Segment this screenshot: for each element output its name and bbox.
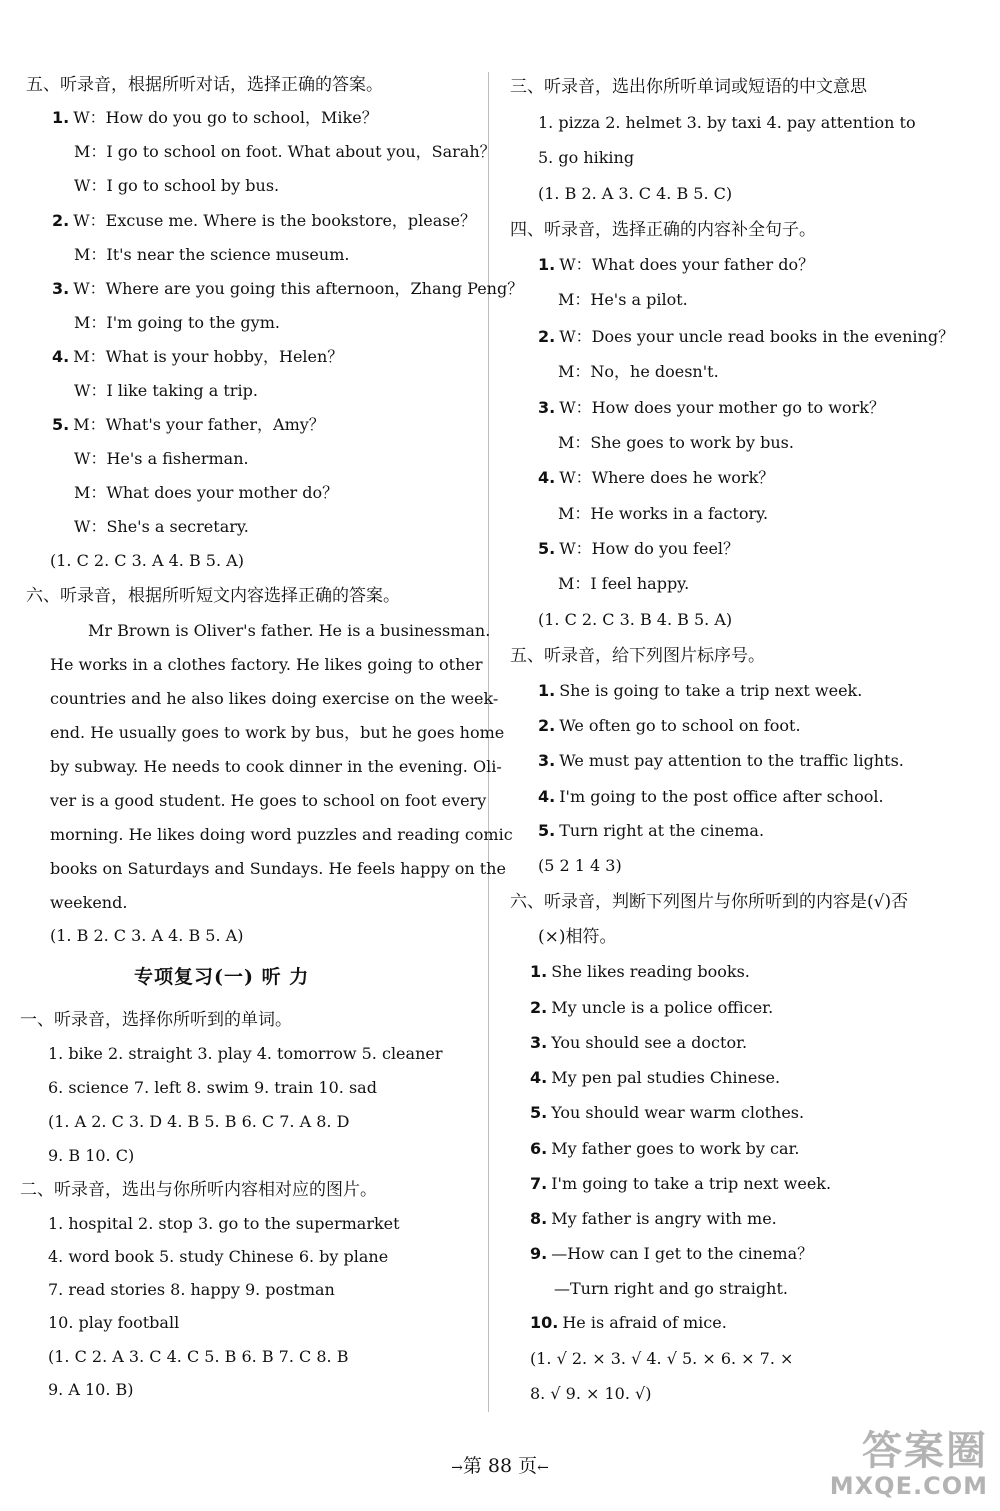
dialogue-line: M：He works in a factory. bbox=[558, 504, 769, 523]
passage-line: ver is a good student. He goes to school on foot every bbox=[50, 791, 487, 810]
list-item: 3. We must pay attention to the traffic lights. bbox=[538, 751, 904, 770]
dialogue-line: M：I feel happy. bbox=[558, 574, 690, 593]
list-item: 1. She is going to take a trip next week. bbox=[538, 681, 863, 700]
dialogue-line: M：It's near the science museum. bbox=[74, 245, 350, 264]
dialogue-line: W：He's a fisherman. bbox=[74, 449, 249, 468]
word-row: 1. hospital 2. stop 3. go to the supermarket bbox=[48, 1214, 400, 1233]
section-heading: 一、听录音，选择你所听到的单词。 bbox=[20, 1010, 292, 1030]
list-item: 1. She likes reading books. bbox=[530, 962, 750, 981]
dialogue-line: 1. W：How do you go to school，Mike？ bbox=[52, 108, 378, 127]
passage-line: Mr Brown is Oliver's father. He is a businessman. bbox=[88, 621, 491, 640]
dialogue-line: 5. W：How do you feel？ bbox=[538, 539, 740, 558]
answer-key: (1. B 2. C 3. A 4. B 5. A) bbox=[50, 926, 244, 945]
dialogue-line: 5. M：What's your father，Amy？ bbox=[52, 415, 325, 434]
dialogue-line: W：I like taking a trip. bbox=[74, 381, 258, 400]
passage-line: by subway. He needs to cook dinner in the evening. Oli- bbox=[50, 757, 502, 776]
watermark-url: MXQE.COM bbox=[829, 1472, 988, 1500]
section-heading: 五、听录音，根据所听对话，选择正确的答案。 bbox=[26, 75, 383, 95]
section-heading: 四、听录音，选择正确的内容补全句子。 bbox=[510, 220, 816, 240]
list-item: 5. Turn right at the cinema. bbox=[538, 821, 765, 840]
dialogue-line: 1. W：What does your father do？ bbox=[538, 255, 815, 274]
dialogue-line: 2. W：Excuse me. Where is the bookstore，please？ bbox=[52, 211, 476, 230]
list-item: 2. We often go to school on foot. bbox=[538, 716, 801, 735]
dialogue-line: 2. W：Does your uncle read books in the evening？ bbox=[538, 327, 955, 346]
answer-key: (1. C 2. C 3. B 4. B 5. A) bbox=[538, 610, 733, 629]
passage-line: morning. He likes doing word puzzles and reading comic bbox=[50, 825, 513, 844]
list-item: 4. I'm going to the post office after school. bbox=[538, 787, 884, 806]
section-heading-cont: (×)相符。 bbox=[538, 927, 617, 947]
arrow-right-icon: → bbox=[451, 1460, 463, 1476]
list-item: —Turn right and go straight. bbox=[554, 1279, 788, 1298]
answer-key: (1. C 2. A 3. C 4. C 5. B 6. B 7. C 8. B bbox=[48, 1347, 349, 1366]
watermark-logo bbox=[830, 1429, 988, 1499]
passage-line: weekend. bbox=[50, 893, 128, 912]
section-heading: 二、听录音，选出与你所听内容相对应的图片。 bbox=[20, 1180, 377, 1200]
dialogue-line: W：I go to school by bus. bbox=[74, 176, 280, 195]
passage-line: books on Saturdays and Sundays. He feels happy on the bbox=[50, 859, 506, 878]
dialogue-line: W：She's a secretary. bbox=[74, 517, 249, 536]
word-row: 4. word book 5. study Chinese 6. by plane bbox=[48, 1247, 389, 1266]
word-row: 7. read stories 8. happy 9. postman bbox=[48, 1280, 335, 1299]
list-item: 2. My uncle is a police officer. bbox=[530, 998, 774, 1017]
section-heading: 三、听录音，选出你所听单词或短语的中文意思 bbox=[510, 77, 867, 97]
list-item: 8. My father is angry with me. bbox=[530, 1209, 777, 1228]
word-row: 1. pizza 2. helmet 3. by taxi 4. pay attention to bbox=[538, 113, 916, 132]
answer-key: 9. A 10. B) bbox=[48, 1380, 134, 1399]
answer-key: (1. C 2. C 3. A 4. B 5. A) bbox=[50, 551, 244, 570]
passage-line: countries and he also likes doing exercise on the week- bbox=[50, 689, 499, 708]
word-row: 6. science 7. left 8. swim 9. train 10. sad bbox=[48, 1078, 377, 1097]
list-item: 3. You should see a doctor. bbox=[530, 1033, 748, 1052]
dialogue-line: M：He's a pilot. bbox=[558, 290, 688, 309]
answer-key: (1. A 2. C 3. D 4. B 5. B 6. C 7. A 8. D bbox=[48, 1112, 350, 1131]
answer-key: (5 2 1 4 3) bbox=[538, 856, 622, 875]
dialogue-line: M：No，he doesn't. bbox=[558, 362, 719, 381]
answer-key: (1. B 2. A 3. C 4. B 5. C) bbox=[538, 184, 733, 203]
list-item: 5. You should wear warm clothes. bbox=[530, 1103, 805, 1122]
list-item: 10. He is afraid of mice. bbox=[530, 1313, 727, 1332]
answer-key: 8. √ 9. × 10. √) bbox=[530, 1384, 652, 1403]
word-row: 1. bike 2. straight 3. play 4. tomorrow 5. cleaner bbox=[48, 1044, 443, 1063]
list-item: 7. I'm going to take a trip next week. bbox=[530, 1174, 832, 1193]
page-number: 第 88 页 bbox=[462, 1455, 538, 1477]
list-item: 6. My father goes to work by car. bbox=[530, 1139, 800, 1158]
section-heading: 六、听录音，判断下列图片与你所听到的内容是(√)否 bbox=[510, 892, 909, 912]
passage-line: end. He usually goes to work by bus，but he goes home bbox=[50, 723, 505, 742]
section-heading: 六、听录音，根据所听短文内容选择正确的答案。 bbox=[26, 586, 400, 606]
section-heading: 五、听录音，给下列图片标序号。 bbox=[510, 646, 765, 666]
dialogue-line: M：I go to school on foot. What about you，Sarah？ bbox=[74, 142, 496, 161]
watermark-title: 答案圈 bbox=[862, 1428, 988, 1474]
dialogue-line: 4. M：What is your hobby，Helen？ bbox=[52, 347, 344, 366]
review-title: 专项复习(一) 听 力 bbox=[134, 966, 310, 988]
arrow-left-icon: ← bbox=[537, 1460, 549, 1476]
list-item: 4. My pen pal studies Chinese. bbox=[530, 1068, 781, 1087]
list-item: 9. —How can I get to the cinema？ bbox=[530, 1244, 814, 1263]
dialogue-line: 3. W：How does your mother go to work？ bbox=[538, 398, 885, 417]
dialogue-line: 3. W：Where are you going this afternoon，Zhang Peng？ bbox=[52, 279, 524, 298]
dialogue-line: M：I'm going to the gym. bbox=[74, 313, 280, 332]
word-row: 5. go hiking bbox=[538, 148, 635, 167]
dialogue-line: 4. W：Where does he work？ bbox=[538, 468, 775, 487]
dialogue-line: M：What does your mother do？ bbox=[74, 483, 339, 502]
dialogue-line: M：She goes to work by bus. bbox=[558, 433, 794, 452]
answer-key: (1. √ 2. × 3. √ 4. √ 5. × 6. × 7. × bbox=[530, 1349, 794, 1368]
passage-line: He works in a clothes factory. He likes going to other bbox=[50, 655, 483, 674]
word-row: 10. play football bbox=[48, 1313, 180, 1332]
answer-key: 9. B 10. C) bbox=[48, 1146, 135, 1165]
